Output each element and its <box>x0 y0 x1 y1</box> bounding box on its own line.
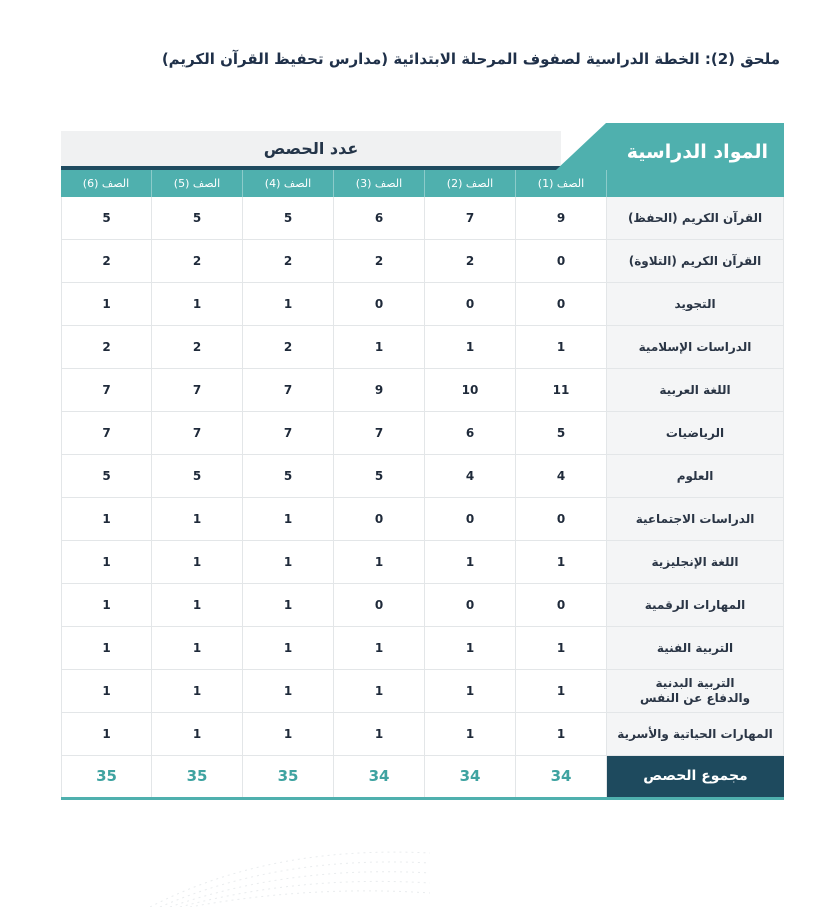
value-cell-grade-6: 7 <box>61 412 152 454</box>
grade-header-2: الصف (2) <box>425 170 516 197</box>
grade-header-row <box>61 170 784 197</box>
periods-header-label: عدد الحصص <box>263 139 359 158</box>
value-cell-grade-3: 1 <box>334 713 425 755</box>
value-cell-grade-4: 7 <box>243 369 334 411</box>
total-label: مجموع الحصص <box>607 756 784 797</box>
total-grade-2: 34 <box>425 756 516 797</box>
value-cell-grade-3: 5 <box>334 455 425 497</box>
value-cell-grade-3: 9 <box>334 369 425 411</box>
value-cell-grade-6: 2 <box>61 240 152 282</box>
value-cell-grade-1: 11 <box>516 369 607 411</box>
value-cell-grade-5: 1 <box>152 627 243 669</box>
subject-label: القرآن الكريم (الحفظ) <box>627 210 763 225</box>
value-cell-grade-3: 2 <box>334 240 425 282</box>
subject-label: الرياضيات <box>665 425 725 440</box>
subject-cell <box>607 670 784 712</box>
subject-cell <box>607 584 784 626</box>
total-grade-1: 34 <box>516 756 607 797</box>
value-cell-grade-2: 6 <box>425 412 516 454</box>
value-cell-grade-5: 5 <box>152 455 243 497</box>
value-cell-grade-6: 1 <box>61 670 152 712</box>
value-cell-grade-3: 7 <box>334 412 425 454</box>
value-cell-grade-4: 7 <box>243 412 334 454</box>
subject-cell <box>607 455 784 497</box>
page-title: ملحق (2): الخطة الدراسية لصفوف المرحلة الابتدائية (مدارس تحفيظ القرآن الكريم) <box>161 50 780 68</box>
total-grade-4: 35 <box>243 756 334 797</box>
value-cell-grade-6: 1 <box>61 541 152 583</box>
value-cell-grade-3: 0 <box>334 283 425 325</box>
value-cell-grade-2: 1 <box>425 670 516 712</box>
value-cell-grade-1: 1 <box>516 541 607 583</box>
subject-cell <box>607 541 784 583</box>
table-row <box>61 584 784 627</box>
value-cell-grade-2: 0 <box>425 283 516 325</box>
value-cell-grade-1: 4 <box>516 455 607 497</box>
value-cell-grade-1: 1 <box>516 326 607 368</box>
table-top-header <box>61 123 784 170</box>
value-cell-grade-5: 7 <box>152 412 243 454</box>
value-cell-grade-6: 7 <box>61 369 152 411</box>
value-cell-grade-1: 0 <box>516 498 607 540</box>
table-body <box>61 197 784 756</box>
table-row <box>61 240 784 283</box>
table-row <box>61 412 784 455</box>
value-cell-grade-3: 0 <box>334 584 425 626</box>
subject-label: القرآن الكريم (التلاوة) <box>628 253 762 268</box>
subject-cell <box>607 627 784 669</box>
value-cell-grade-4: 1 <box>243 584 334 626</box>
value-cell-grade-5: 1 <box>152 670 243 712</box>
table-row <box>61 713 784 756</box>
subject-cell <box>607 240 784 282</box>
value-cell-grade-6: 2 <box>61 326 152 368</box>
subject-cell <box>607 713 784 755</box>
value-cell-grade-1: 5 <box>516 412 607 454</box>
periods-header-underline <box>61 166 561 170</box>
subject-cell <box>607 412 784 454</box>
subject-label: العلوم <box>676 468 714 483</box>
subject-label: الدراسات الإسلامية <box>638 339 752 354</box>
total-grade-6: 35 <box>61 756 152 797</box>
value-cell-grade-2: 7 <box>425 197 516 239</box>
value-cell-grade-2: 1 <box>425 541 516 583</box>
value-cell-grade-5: 1 <box>152 584 243 626</box>
grade-header-subject-spacer <box>607 170 784 197</box>
value-cell-grade-6: 5 <box>61 197 152 239</box>
value-cell-grade-5: 5 <box>152 197 243 239</box>
table-row <box>61 283 784 326</box>
subject-label: التربية الفنية <box>656 640 734 655</box>
value-cell-grade-3: 1 <box>334 670 425 712</box>
subjects-header-label: المواد الدراسية <box>626 141 768 163</box>
value-cell-grade-6: 1 <box>61 713 152 755</box>
value-cell-grade-2: 2 <box>425 240 516 282</box>
table-row <box>61 197 784 240</box>
subject-label: التربية البدنية والدفاع عن النفس <box>639 676 751 705</box>
value-cell-grade-4: 1 <box>243 627 334 669</box>
value-cell-grade-5: 1 <box>152 541 243 583</box>
value-cell-grade-1: 1 <box>516 670 607 712</box>
subject-cell <box>607 498 784 540</box>
value-cell-grade-2: 0 <box>425 584 516 626</box>
value-cell-grade-5: 2 <box>152 326 243 368</box>
value-cell-grade-2: 1 <box>425 326 516 368</box>
value-cell-grade-3: 6 <box>334 197 425 239</box>
study-plan-table <box>61 123 784 800</box>
value-cell-grade-4: 2 <box>243 326 334 368</box>
value-cell-grade-2: 1 <box>425 713 516 755</box>
table-row <box>61 326 784 369</box>
table-row <box>61 627 784 670</box>
value-cell-grade-2: 1 <box>425 627 516 669</box>
value-cell-grade-3: 1 <box>334 541 425 583</box>
value-cell-grade-5: 1 <box>152 283 243 325</box>
value-cell-grade-1: 0 <box>516 584 607 626</box>
value-cell-grade-4: 1 <box>243 713 334 755</box>
value-cell-grade-6: 1 <box>61 283 152 325</box>
value-cell-grade-6: 1 <box>61 627 152 669</box>
value-cell-grade-3: 1 <box>334 326 425 368</box>
value-cell-grade-1: 1 <box>516 627 607 669</box>
value-cell-grade-2: 4 <box>425 455 516 497</box>
table-row <box>61 498 784 541</box>
subject-label: المهارات الحياتية والأسرية <box>617 726 773 741</box>
table-row <box>61 369 784 412</box>
value-cell-grade-2: 0 <box>425 498 516 540</box>
value-cell-grade-1: 0 <box>516 283 607 325</box>
grade-header-3: الصف (3) <box>334 170 425 197</box>
total-grade-5: 35 <box>152 756 243 797</box>
value-cell-grade-6: 1 <box>61 498 152 540</box>
subject-cell <box>607 283 784 325</box>
value-cell-grade-5: 2 <box>152 240 243 282</box>
table-row <box>61 541 784 584</box>
value-cell-grade-4: 5 <box>243 455 334 497</box>
value-cell-grade-3: 0 <box>334 498 425 540</box>
table-row <box>61 455 784 498</box>
table-row <box>61 670 784 713</box>
value-cell-grade-5: 7 <box>152 369 243 411</box>
value-cell-grade-5: 1 <box>152 713 243 755</box>
value-cell-grade-6: 1 <box>61 584 152 626</box>
subject-cell <box>607 369 784 411</box>
value-cell-grade-4: 2 <box>243 240 334 282</box>
subject-label: الدراسات الاجتماعية <box>635 511 755 526</box>
grade-header-6: الصف (6) <box>61 170 152 197</box>
subject-label: اللغة العربية <box>659 382 731 397</box>
value-cell-grade-1: 9 <box>516 197 607 239</box>
value-cell-grade-1: 1 <box>516 713 607 755</box>
total-grade-3: 34 <box>334 756 425 797</box>
grade-header-5: الصف (5) <box>152 170 243 197</box>
value-cell-grade-4: 1 <box>243 670 334 712</box>
value-cell-grade-4: 1 <box>243 283 334 325</box>
subject-label: التجويد <box>674 296 716 311</box>
subject-cell <box>607 197 784 239</box>
value-cell-grade-2: 10 <box>425 369 516 411</box>
value-cell-grade-4: 5 <box>243 197 334 239</box>
subject-label: المهارات الرقمية <box>644 597 746 612</box>
subject-cell <box>607 326 784 368</box>
subject-label: اللغة الإنجليزية <box>651 554 739 569</box>
value-cell-grade-4: 1 <box>243 541 334 583</box>
grade-header-4: الصف (4) <box>243 170 334 197</box>
value-cell-grade-1: 0 <box>516 240 607 282</box>
value-cell-grade-4: 1 <box>243 498 334 540</box>
decorative-wave-pattern <box>150 835 430 907</box>
total-row <box>61 756 784 800</box>
grade-header-1: الصف (1) <box>516 170 607 197</box>
value-cell-grade-3: 1 <box>334 627 425 669</box>
value-cell-grade-5: 1 <box>152 498 243 540</box>
value-cell-grade-6: 5 <box>61 455 152 497</box>
